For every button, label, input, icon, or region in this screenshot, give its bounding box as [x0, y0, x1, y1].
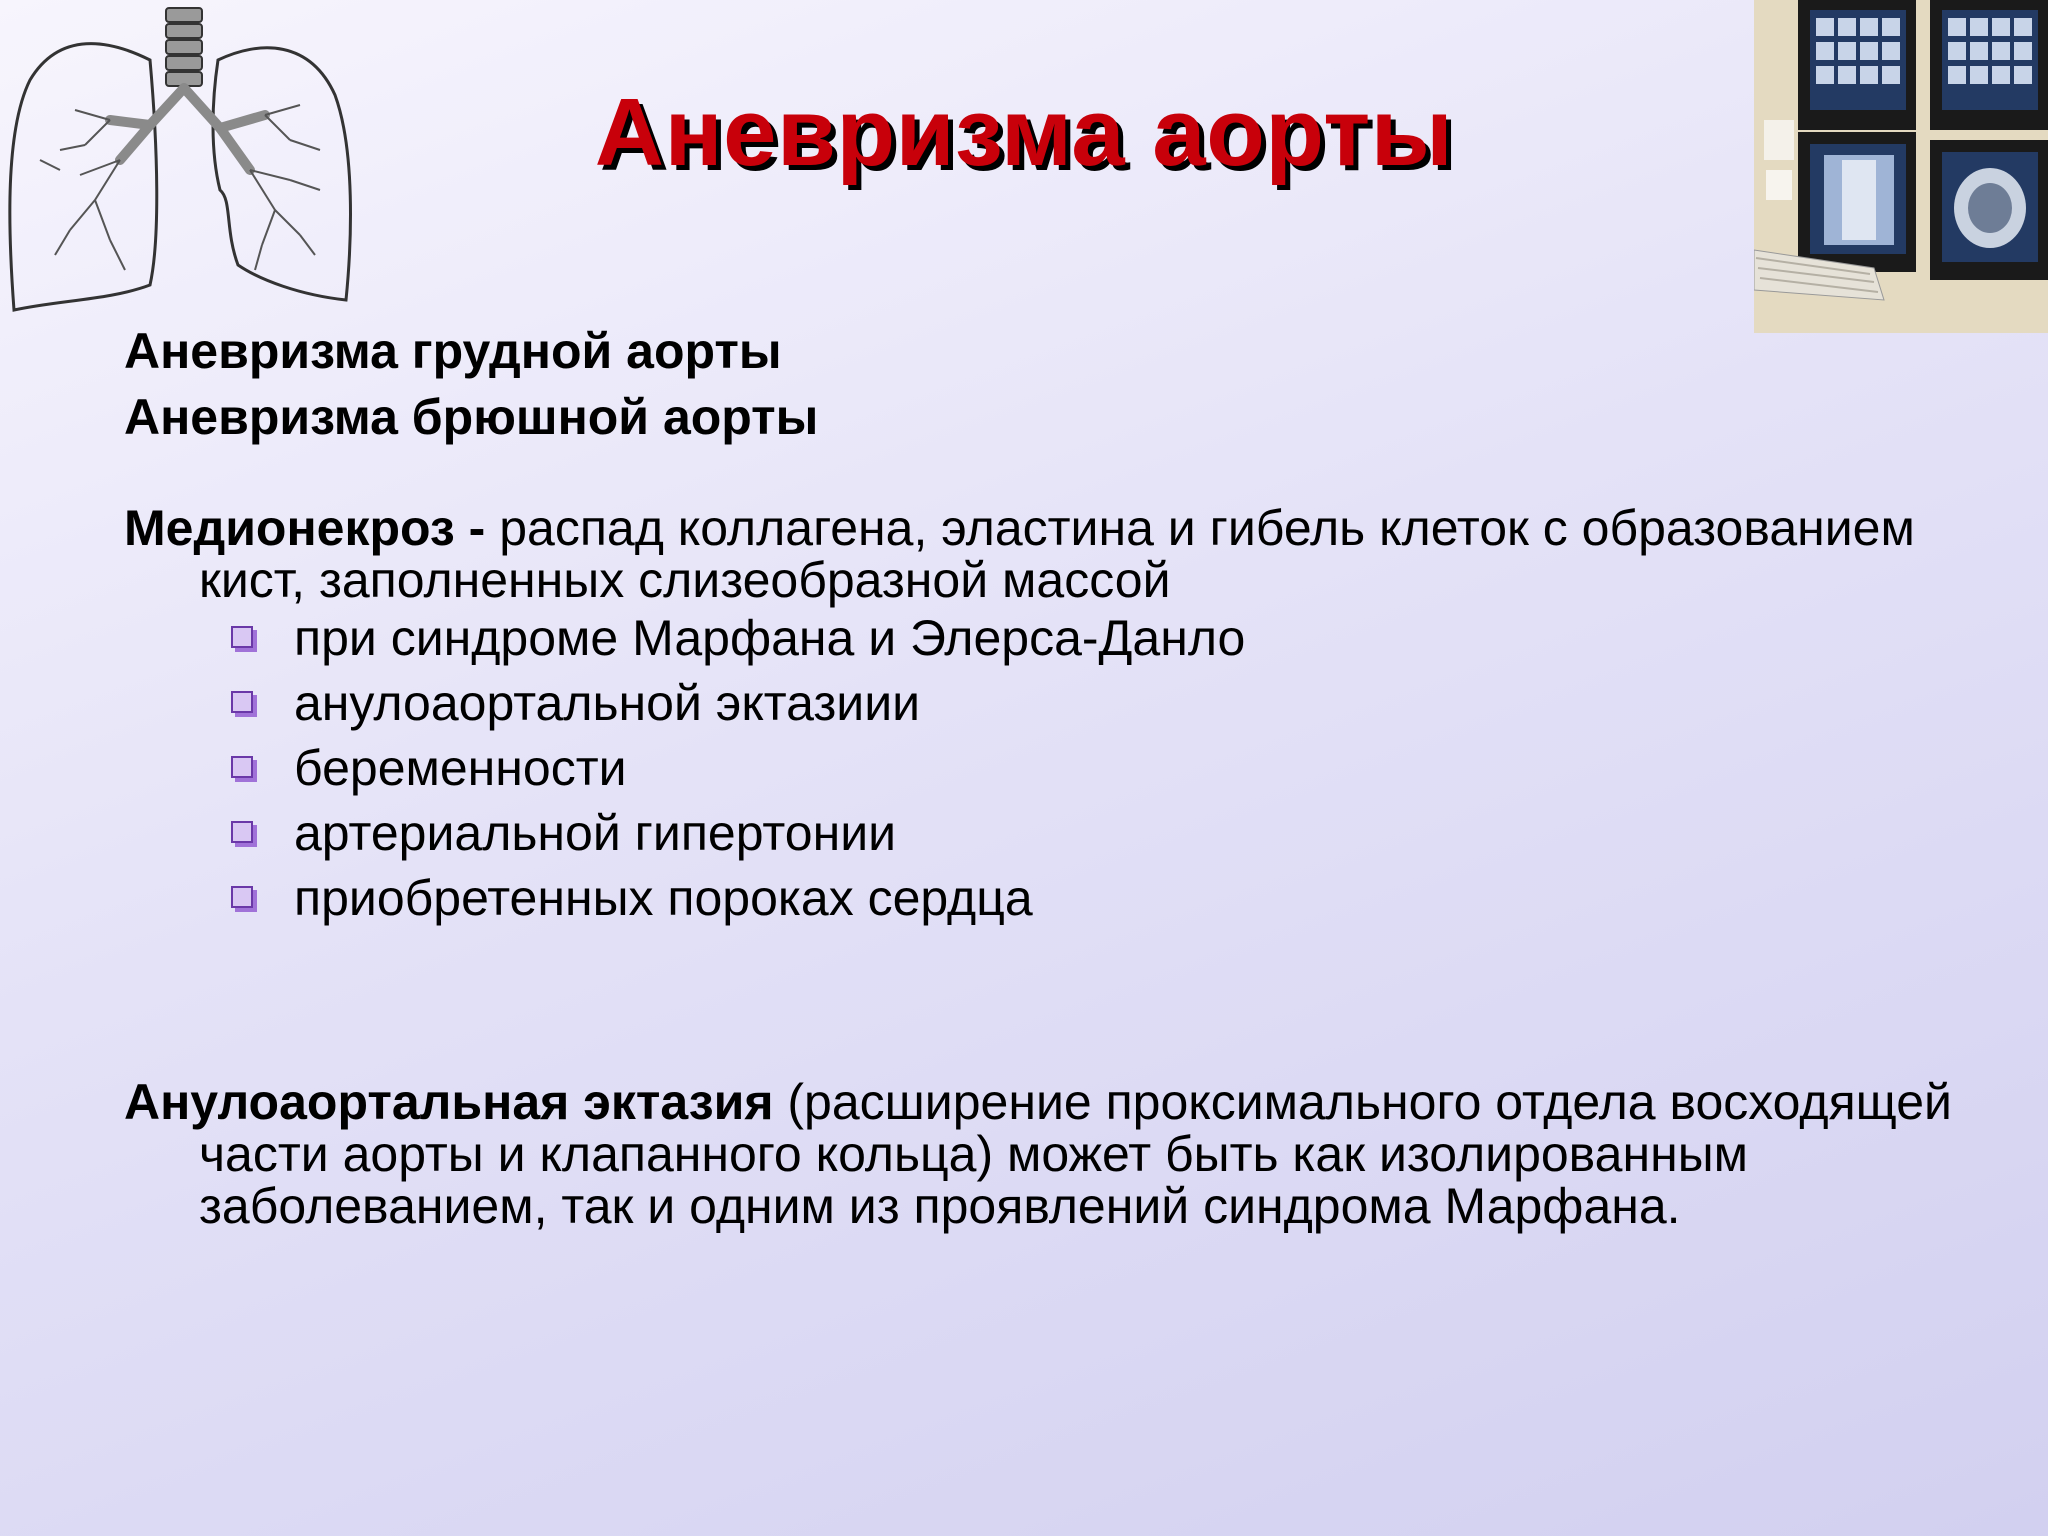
list-item-text: приобретенных пороках сердца [294, 870, 1033, 926]
list-item-text: при синдроме Марфана и Элерса-Данло [294, 610, 1246, 666]
square-bullet-icon [231, 691, 253, 713]
medionecrosis-text: распад коллагена, эластина и гибель клеток с образованием кист, заполненных слизеобразной массой [199, 500, 1915, 608]
slide-content [124, 318, 1984, 1232]
list-item [229, 606, 1984, 671]
list-item [229, 736, 1984, 801]
list-item-text: анулоаортальной эктазиии [294, 675, 921, 731]
conditions-list [124, 606, 1984, 931]
list-item [229, 671, 1984, 736]
square-bullet-icon [231, 886, 253, 908]
square-bullet-icon [231, 626, 253, 648]
medionecrosis-paragraph [124, 502, 1984, 606]
medionecrosis-term: Медионекроз - [124, 500, 486, 556]
slide-title: Аневризма аорты [594, 79, 1454, 186]
list-item [229, 866, 1984, 931]
list-item-text: беременности [294, 740, 627, 796]
square-bullet-icon [231, 821, 253, 843]
ectasia-paragraph [124, 1076, 1984, 1232]
ectasia-text: (расширение проксимального отдела восходящей части аорты и клапанного кольца) может быть как изолированным заболеванием, так и одним из проявлений синдрома Марфана. [199, 1074, 1952, 1234]
ectasia-term: Анулоаортальная эктазия [124, 1074, 774, 1130]
subhead-thoracic: Аневризма грудной аорты [124, 323, 782, 379]
square-bullet-icon [231, 756, 253, 778]
subhead-abdominal: Аневризма брюшной аорты [124, 389, 819, 445]
list-item [229, 801, 1984, 866]
list-item-text: артериальной гипертонии [294, 805, 897, 861]
